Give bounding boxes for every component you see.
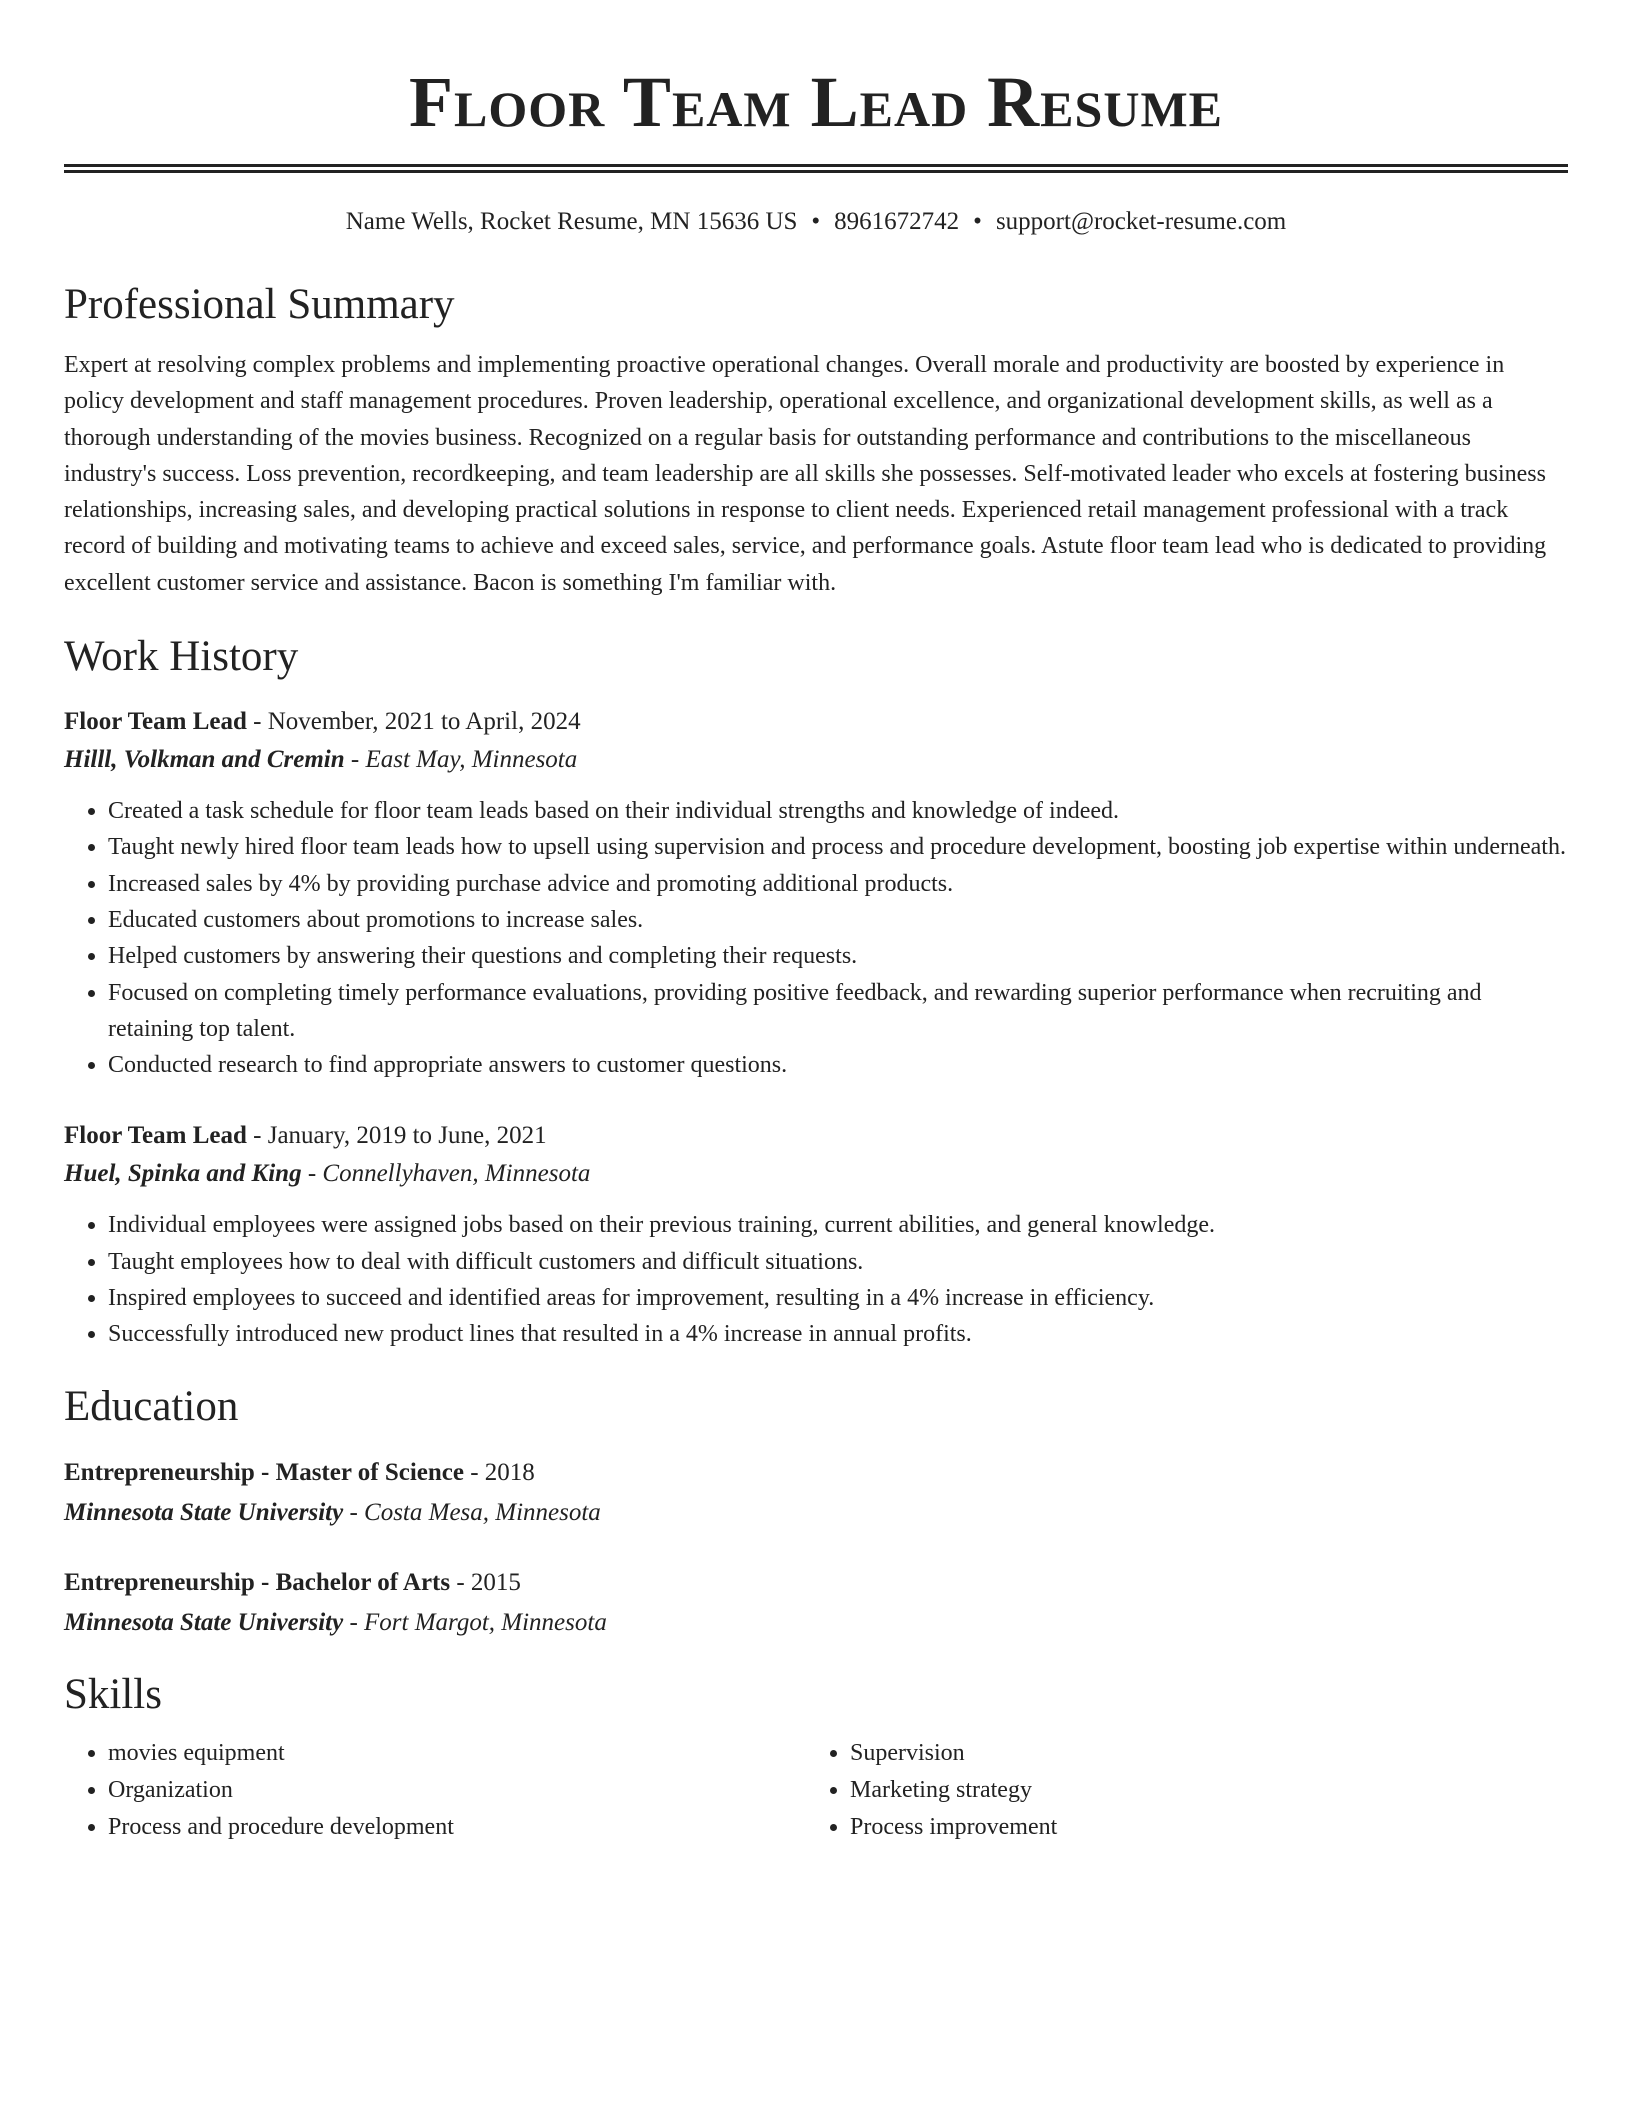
summary-heading: Professional Summary [64, 281, 455, 328]
school-name: Minnesota State University [64, 1498, 344, 1526]
job-dates: - January, 2019 to June, 2021 [246, 1122, 547, 1150]
degree-line [64, 1563, 1568, 1603]
list-item: • Increased sales by 4% by providing purchase advice and promoting additional products. [108, 866, 1568, 902]
job-dates: - November, 2021 to April, 2024 [246, 708, 581, 736]
skill-item: • movies equipment [108, 1735, 806, 1772]
list-item: • Focused on completing timely performance evaluations, providing positive feedback, and rewarding superior performance when recruiting and retaining top talent. [108, 975, 1568, 1048]
job-company-line [64, 741, 1568, 779]
job-company: Hilll, Volkman and Cremin [64, 746, 345, 774]
list-item: • Created a task schedule for floor team leads based on their individual strengths and knowledge of indeed. [108, 793, 1568, 829]
skills-heading: Skills [64, 1670, 162, 1718]
degree: Entrepreneurship - Master of Science [64, 1458, 464, 1486]
job-entry [64, 1117, 1568, 1352]
skill-item: • Process improvement [850, 1809, 1548, 1846]
skill-item: • Marketing strategy [850, 1772, 1548, 1809]
job-company-line [64, 1155, 1568, 1193]
education-entry [64, 1453, 1568, 1533]
graduation-year: - 2015 [450, 1568, 521, 1596]
graduation-year: - 2018 [463, 1458, 535, 1486]
list-item: • Individual employees were assigned jobs based on their previous training, current abilities, and general knowledge. [108, 1207, 1568, 1243]
list-item: • Helped customers by answering their questions and completing their requests. [108, 938, 1568, 974]
skill-item: • Process and procedure development [108, 1809, 806, 1846]
education-heading: Education [64, 1382, 239, 1430]
list-item: • Inspired employees to succeed and identified areas for improvement, resulting in a 4% increase in efficiency. [108, 1280, 1568, 1316]
job-title: Floor Team Lead [64, 708, 247, 736]
skill-item: • Supervision [850, 1735, 1548, 1772]
school-line [64, 1493, 1568, 1533]
school-location: - Fort Margot, Minnesota [343, 1608, 607, 1636]
education-entry [64, 1563, 1568, 1643]
degree: Entrepreneurship - Bachelor of Arts [64, 1568, 451, 1596]
job-location: - Connellyhaven, Minnesota [301, 1160, 591, 1188]
job-location: - East May, Minnesota [344, 746, 578, 774]
list-item: • Taught employees how to deal with difficult customers and difficult situations. [108, 1244, 1568, 1280]
skills-columns [64, 1735, 1568, 1846]
school-location: - Costa Mesa, Minnesota [343, 1498, 601, 1526]
job-bullet-list [64, 793, 1568, 1083]
work-history-heading: Work History [64, 633, 299, 681]
job-title: Floor Team Lead [64, 1122, 247, 1150]
job-entry [64, 703, 1568, 1083]
job-title-line [64, 703, 1568, 741]
list-item: • Conducted research to find appropriate answers to customer questions. [108, 1047, 1568, 1083]
contact-address: Name Wells, Rocket Resume, MN 15636 US [345, 208, 798, 235]
title-divider [64, 164, 1568, 173]
list-item: • Taught newly hired floor team leads how to upsell using supervision and process and procedure development, boosting job expertise within underneath. [108, 829, 1568, 865]
job-title-line [64, 1117, 1568, 1155]
summary-text: Expert at resolving complex problems and implementing proactive operational changes. Overall morale and productivity are boosted by experience in policy development and staff management procedures. Proven leadership, operational excellence, and organizational development skills, as well as a thorough understanding of the movies business. Recognized on a regular basis for outstanding performance and contributions to the miscellaneous industry's success. Loss prevention, recordkeeping, and team leadership are all skills she possesses. Self-motivated leader who excels at fostering business relationships, increasing sales, and developing practical solutions in response to client needs. Experienced retail management professional with a track record of building and motivating teams to achieve and exceed sales, service, and performance goals. Astute floor team lead who is dedicated to providing excellent customer service and assistance. Bacon is something I'm familiar with. [64, 352, 1547, 596]
degree-line [64, 1453, 1568, 1493]
list-item: • Successfully introduced new product lines that resulted in a 4% increase in annual profits. [108, 1316, 1568, 1352]
job-company: Huel, Spinka and King [64, 1160, 302, 1188]
contact-separator: • [811, 208, 821, 235]
skill-item: • Organization [108, 1772, 806, 1809]
contact-phone: 8961672742 [834, 208, 960, 235]
skills-list-left [64, 1735, 806, 1846]
contact-email: support@rocket-resume.com [995, 208, 1287, 235]
contact-line [64, 205, 1568, 239]
contact-separator: • [973, 208, 982, 235]
job-bullet-list [64, 1207, 1568, 1352]
school-name: Minnesota State University [64, 1608, 344, 1636]
list-item: • Educated customers about promotions to increase sales. [108, 902, 1568, 938]
skills-list-right [806, 1735, 1548, 1846]
resume-title: Floor Team Lead Resume [409, 62, 1223, 142]
school-line [64, 1603, 1568, 1643]
